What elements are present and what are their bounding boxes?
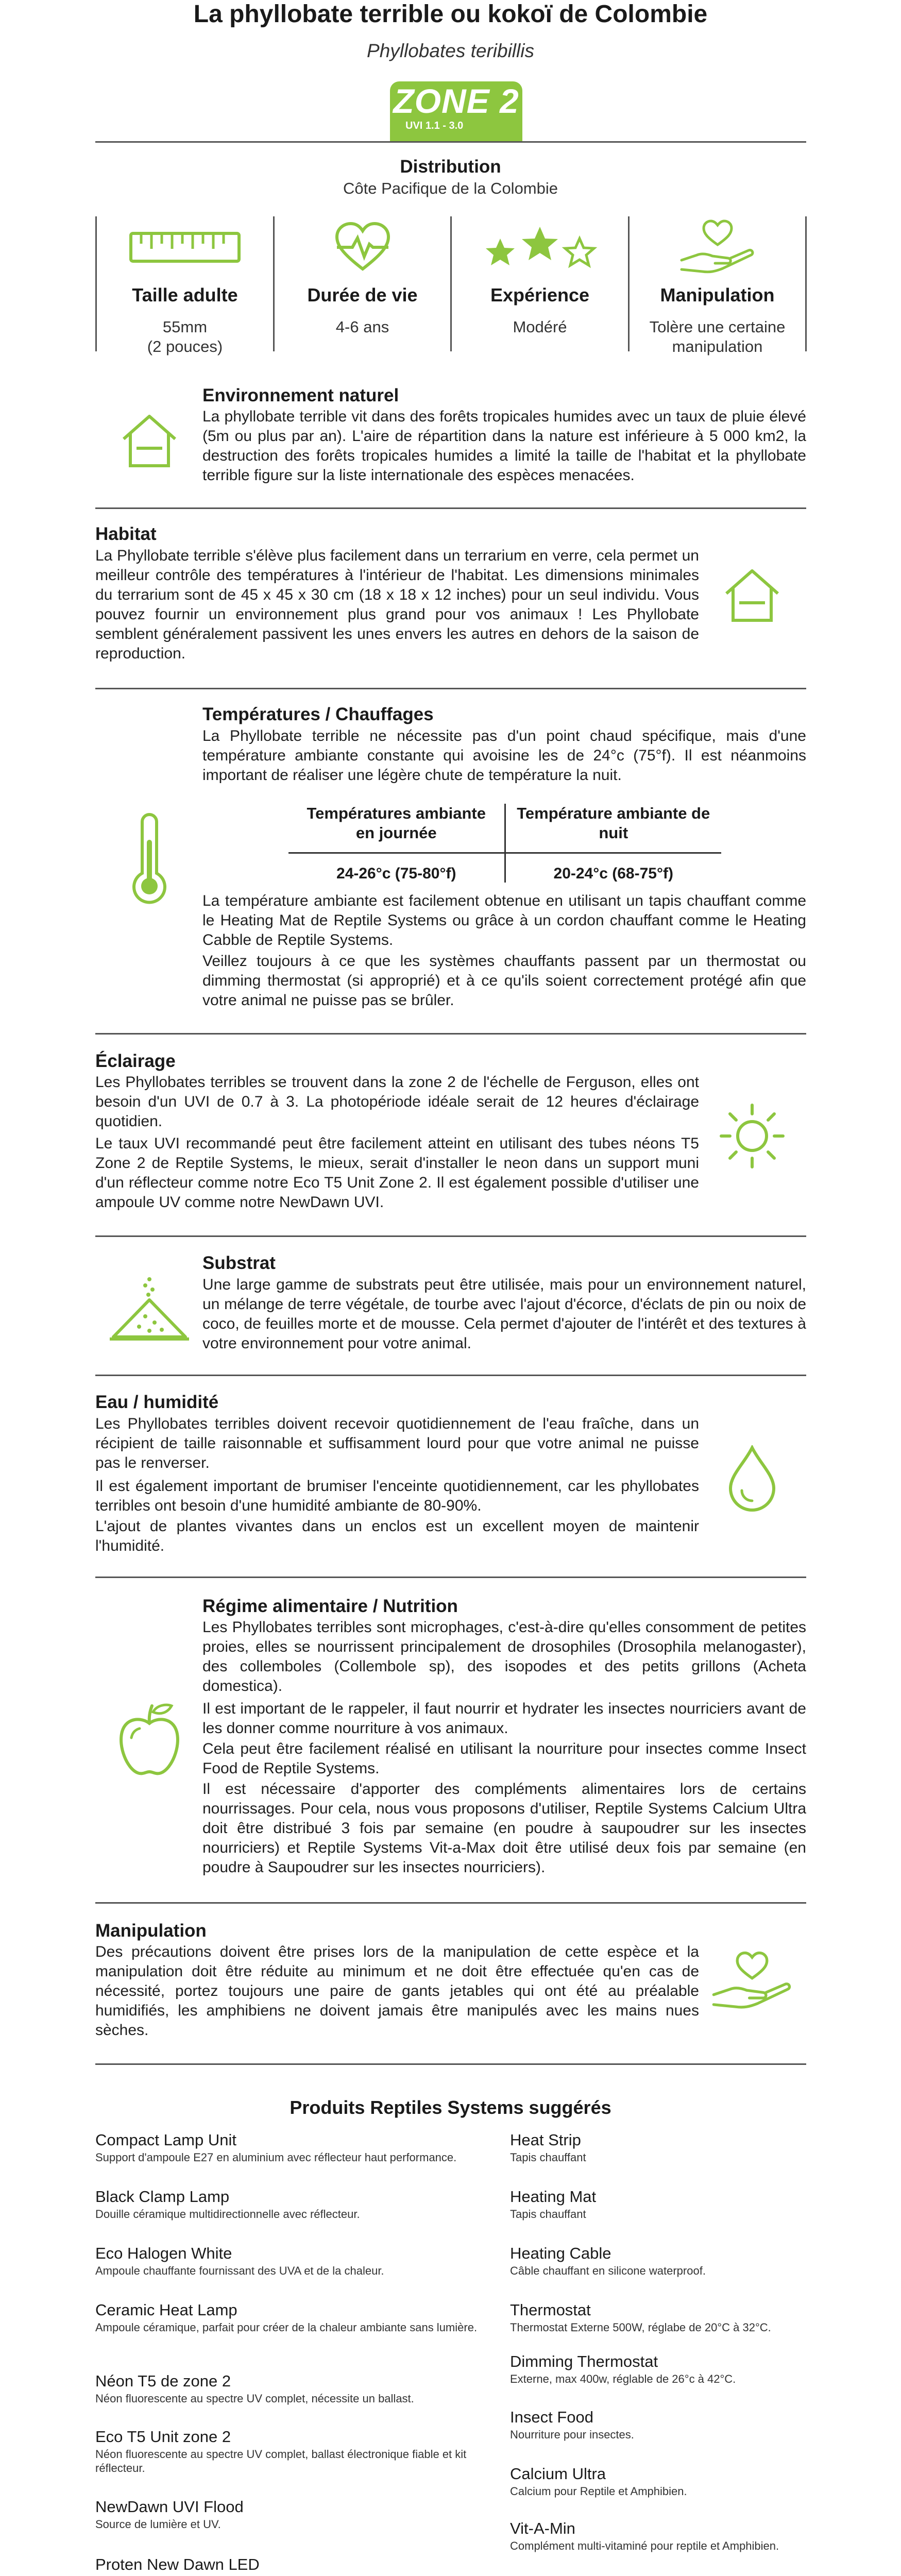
section-heading: Régime alimentaire / Nutrition (202, 1596, 458, 1616)
divider (95, 1033, 806, 1035)
section-text: Il est également important de brumiser l'enceinte quotidiennement, car les phyllobates terribles ont besoin d'une humidité ambiante de 80-90%. (95, 1478, 699, 1514)
section-text: Des précautions doivent être prises lors de la manipulation de cette espèce et la manipulation doit être réduite au minimum et ne doit être effectuée qu'en cas de nécessité, portez toujours une paire de gants jetables qui ont été au préalable humidifiés, les amphibiens ne doivent jamais être manipulés avec les mains nues sèches. (95, 1943, 699, 2039)
temperature-table (288, 804, 721, 883)
divider (95, 1577, 806, 1578)
heartbeat-icon (275, 216, 450, 278)
stat-handling (630, 216, 805, 355)
divider (95, 688, 806, 689)
hand-heart-icon (630, 216, 805, 278)
species-subtitle: Phyllobates teribillis (367, 40, 534, 61)
stat-label: Expérience (490, 284, 590, 306)
divider (95, 507, 806, 509)
product-item: Eco Halogen White Ampoule chauffante fournissant des UVA et de la chaleur. (95, 2244, 384, 2277)
section-heading: Habitat (95, 524, 157, 544)
section-text: La Phyllobate terrible s'élève plus facilement dans un terrarium en verre, cela permet un meilleur contrôle des températures à l'intérieur de l'habitat. Les dimensions minimales du terrarium sont de 45 x 45 x 30 cm (18 x 18 x 12 inches) pour un seul individu. Vous pouvez fournir un environnement plus grand pour vos animaux ! Les Phyllobate semblent généralement passivent les unes envers les autres en dehors de la saison de reproduction. (95, 547, 699, 662)
product-item: Thermostat Thermostat Externe 500W, réglabe de 20°C à 32°C. (510, 2301, 771, 2334)
section-text: Il est nécessaire d'apporter des compléments alimentaires lors de certains nourrissages. Pour cela, nous vous proposons d'utiliser, Reptile Systems Calcium Ultra doit être distribué 3 fois par semaine (en poudre à saupoudrer sur les insectes nourriciers) et Reptile Systems Vit-a-Max doit être utilisé deux fois par semaine (en poudre à Saupoudrer sur les insectes nourriciers). (202, 1781, 806, 1876)
zone-uvi: UVI 1.1 - 3.0 (405, 120, 464, 131)
table-cell: 20-24°c (68-75°f) (505, 853, 721, 883)
divider (805, 216, 807, 351)
stat-value: Tolère une certaine manipulation (649, 318, 786, 355)
section-text: Une large gamme de substrats peut être utilisée, mais pour un environnement naturel, un mélange de terre végétale, de tourbe avec l'ajout d'écorce, d'éclats de pin ou noix de coco, de feuilles morte et de mousse. Cela permet d'ajouter de l'intérêt et des textures à votre environnement pour votre animal. (202, 1276, 806, 1352)
house-icon (116, 407, 183, 474)
product-item: Heating Mat Tapis chauffant (510, 2188, 597, 2221)
product-item: Heating Cable Câble chauffant en silicone waterproof. (510, 2244, 706, 2277)
apple-icon (113, 1700, 185, 1777)
stat-adult-size (97, 216, 273, 355)
stat-value: 55mm (2 pouces) (147, 318, 223, 355)
section-heading: Manipulation (95, 1921, 207, 1941)
divider (95, 2063, 806, 2065)
water-drop-icon (721, 1443, 783, 1515)
stars-icon (452, 216, 628, 278)
section-text: Les Phyllobates terribles sont microphages, c'est-à-dire qu'elles consomment de petites proies, elles se nourrissent principalement de drosophiles (Drosophila melanogaster), des collemboles (Collembole sp), des isopodes et des petits grillons (Acheta domestica). (202, 1619, 806, 1694)
section-text: Veillez toujours à ce que les systèmes chauffants passent par un thermostat ou dimming thermostat (si approprié) et à ce qu'ils soient correctement protégé afin que votre animal ne puisse pas se brûler. (202, 953, 806, 1009)
table-cell: 24-26°c (75-80°f) (336, 865, 456, 882)
stat-experience (452, 216, 628, 351)
section-text: La température ambiante est facilement obtenue en utilisant un tapis chauffant comme le Heating Mat de Reptile Systems ou grâce à un cordon chauffant comme le Heating Cabble de Reptile Systems. (202, 892, 806, 948)
section-text: L'ajout de plantes vivantes dans un enclos est un excellent moyen de maintenir l'humidité. (95, 1518, 699, 1554)
distribution-heading: Distribution (400, 157, 501, 177)
section-heading: Environnement naturel (202, 385, 399, 405)
page-title: La phyllobate terrible ou kokoï de Colombie (193, 1, 708, 28)
section-heading: Éclairage (95, 1051, 176, 1071)
distribution-value: Côte Pacifique de la Colombie (343, 179, 558, 197)
section-heading: Substrat (202, 1253, 276, 1273)
product-item: Black Clamp Lamp Douille céramique multidirectionnelle avec réflecteur. (95, 2188, 360, 2221)
stat-value: 4-6 ans (335, 318, 389, 336)
thermometer-icon (124, 809, 175, 912)
section-text: La Phyllobate terrible ne nécessite pas d'un point chaud spécifique, mais d'une température ambiante constante qui avoisine les de 24°c (75°f). Il est néanmoins important de réaliser une légère chute de température la nuit. (202, 727, 806, 784)
zone-badge (390, 81, 522, 142)
product-item: Heat Strip Tapis chauffant (510, 2131, 586, 2164)
section-text: Le taux UVI recommandé peut être facilement atteint en utilisant des tubes néons T5 Zone 2 de Reptile Systems, le mieux, serait d'installer le neon dans un support muni d'un réflecteur comme notre Eco T5 Unit Zone 2. Il est également possible d'utiliser une ampoule UV comme notre NewDawn UVI. (95, 1135, 699, 1211)
product-item: Compact Lamp Unit Support d'ampoule E27 en aluminium avec réflecteur haut performance. (95, 2131, 457, 2164)
product-item: NewDawn UVI Flood Source de lumière et UV. (95, 2498, 244, 2531)
product-item: Eco T5 Unit zone 2 Néon fluorescente au spectre UV complet, ballast électronique fiable et kit réflecteur. (95, 2428, 467, 2475)
product-item: Vit-A-Min Complément multi-vitaminé pour reptile et Amphibien. (510, 2519, 779, 2552)
divider (95, 1235, 806, 1237)
section-text: Les Phyllobates terribles doivent recevoir quotidiennement de l'eau fraîche, dans un récipient de taille raisonnable et suffisamment lourd pour que votre animal ne puisse pas le renverser. (95, 1415, 699, 1471)
product-item: Insect Food Nourriture pour insectes. (510, 2408, 634, 2441)
product-item: Ceramic Heat Lamp Ampoule céramique, parfait pour créer de la chaleur ambiante sans lumière. (95, 2301, 478, 2334)
zone-label: ZONE 2 (393, 82, 519, 120)
divider (95, 141, 806, 143)
table-header: Températures ambiante en journée (288, 804, 505, 853)
hand-heart-icon (711, 1947, 793, 2014)
stat-label: Durée de vie (307, 284, 418, 306)
section-text: La phyllobate terrible vit dans des forêts tropicales humides avec un taux de pluie élevé (5m ou plus par an). L'aire de répartition dans la nature est inférieure à 5 000 km2, la destruction des forêts tropicales humides a limité la taille de l'habitat et la phyllobate terrible figure sur la liste internationale des espèces menacées. (202, 408, 806, 484)
section-heading: Eau / humidité (95, 1392, 219, 1412)
product-item: Néon T5 de zone 2 Néon fluorescente au spectre UV complet, nécessite un ballast. (95, 2372, 414, 2405)
table-header: Température ambiante de nuit (505, 804, 721, 853)
stat-value: Modéré (513, 318, 567, 336)
house-icon (719, 562, 786, 629)
section-heading: Températures / Chauffages (202, 704, 434, 724)
product-item: Calcium Ultra Calcium pour Reptile et Amphibien. (510, 2465, 687, 2498)
stat-label: Taille adulte (132, 284, 238, 306)
divider (95, 1902, 806, 1904)
section-text: Les Phyllobates terribles se trouvent dans la zone 2 de l'échelle de Ferguson, elles ont besoin d'un UVI de 0.7 à 3. La photopériode idéale serait de 12 heures d'éclairage quotidien. (95, 1074, 699, 1130)
product-item: Proten New Dawn LED (95, 2555, 260, 2573)
stat-label: Manipulation (660, 284, 775, 306)
section-text: Il est important de le rappeler, il faut nourrir et hydrater les insectes nourriciers avant de les donner comme nourriture à vos animaux. (202, 1700, 806, 1737)
products-heading: Produits Reptiles Systems suggérés (290, 2097, 611, 2118)
section-text: Cela peut être facilement réalisé en utilisant la nourriture pour insectes comme Insect Food de Reptile Systems. (202, 1740, 806, 1777)
ruler-icon (97, 216, 273, 278)
divider (95, 1375, 806, 1376)
substrate-icon (108, 1273, 191, 1345)
sun-icon (719, 1103, 786, 1170)
stat-lifespan (275, 216, 450, 351)
product-item: Dimming Thermostat Externe, max 400w, réglable de 26°c à 42°C. (510, 2352, 736, 2385)
